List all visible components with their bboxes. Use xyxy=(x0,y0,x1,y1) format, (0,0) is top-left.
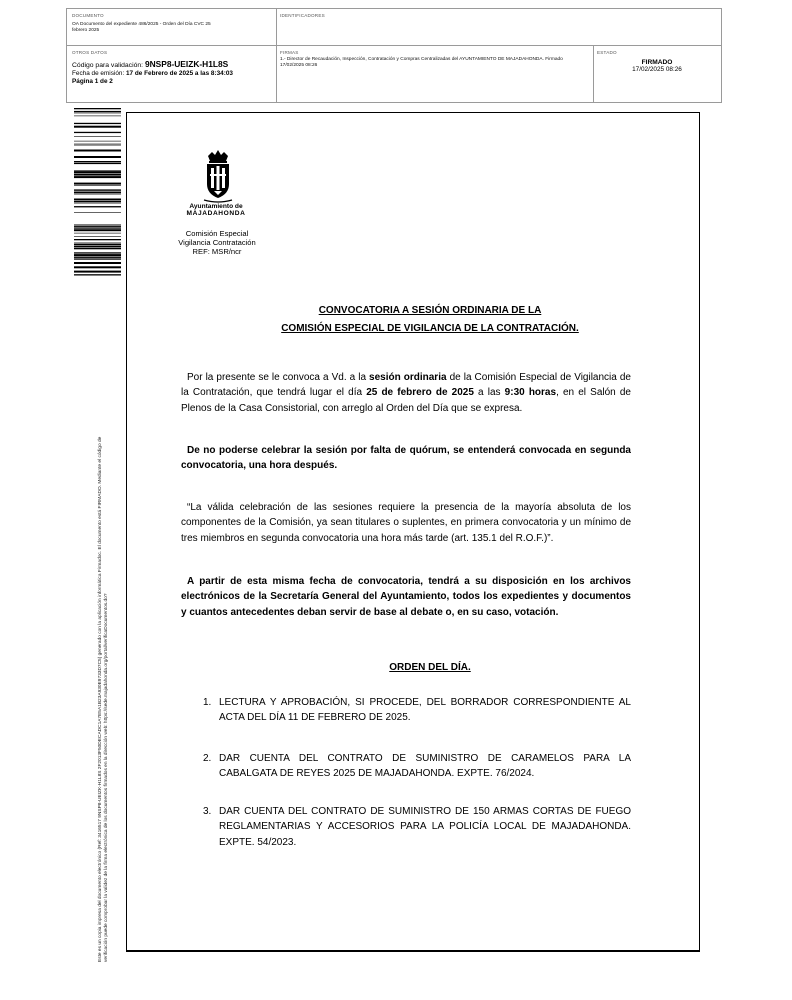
agenda-item-text: DAR CUENTA DEL CONTRATO DE SUMINISTRO DE CARAMELOS PARA LA CABALGATA DE REYES 2025 DE MAJADAHONDA. EXPTE. 76/2024. xyxy=(219,753,631,780)
paragraph-quorum: De no poderse celebrar la sesión por falta de quórum, se entenderá convocada en segunda convocatoria, una hora después. xyxy=(181,445,631,472)
fecha-value: 17 de Febrero de 2025 a las 8:34:03 xyxy=(126,70,233,77)
committee-block xyxy=(162,229,272,256)
municipality-line-2: MAJADAHONDA xyxy=(186,210,246,217)
reference-code: REF: MSR/ncr xyxy=(192,247,242,256)
agenda-item-number: 3. xyxy=(203,806,212,817)
paragraph-availability: A partir de esta misma fecha de convocatoria, tendrá a su disposición en los archivos electrónicos de la Secretaría General del Ayuntamiento, todos los expedientes y documentos y cuantos antecedentes deban servir de base al debate o, en su caso, votación. xyxy=(181,576,631,618)
paragraph-convocation: Por la presente se le convoca a Vd. a la sesión ordinaria de la Comisión Especial de Vigilancia de la Contratación, que tendrá lugar el día 25 de febrero de 2025 a las 9:30 horas, en el Salón de Plenos de la Casa Consistorial, con arreglo al Orden del Día que se expresa. xyxy=(181,372,631,414)
side-text-line-1: Este es un copia impresa del documento electrónico (Ref: 3416517 9NSP8-UEIZK-H1L8S 2F2013F50DECADC1A7E5A1B23A930E9733D7C5) generado con la aplicación informática Firmadoc. El documento está FIRMADO. Mediante el código de xyxy=(98,436,103,962)
document-title-line-2: COMISIÓN ESPECIAL DE VIGILANCIA DE LA CONTRATACIÓN. xyxy=(281,323,579,334)
codigo-value: 9NSP8-UEIZK-H1L8S xyxy=(144,59,229,69)
firmas-value: 1.- Director de Recaudación, Inspección, Contratación y Compras Centralizadas del AYUNTAMIENTO DE MAJADAHONDA. Firmado 17/02/2025 08:26 xyxy=(280,57,563,68)
estado-value: FIRMADO xyxy=(641,59,673,66)
agenda-item-text: LECTURA Y APROBACIÓN, SI PROCEDE, DEL BORRADOR CORRESPONDIENTE AL ACTA DEL DÍA 11 DE FEBRERO DE 2025. xyxy=(219,697,631,724)
otros-datos-label: OTROS DATOS xyxy=(72,50,108,55)
municipality-name xyxy=(170,203,262,217)
barcode-image xyxy=(74,108,121,276)
committee-line-1: Comisión Especial xyxy=(185,229,249,238)
firmas-label: FIRMAS xyxy=(280,50,299,55)
municipality-line-1: Ayuntamiento de xyxy=(189,203,243,210)
agenda-item-number: 2. xyxy=(203,753,212,764)
document-title-line-1: CONVOCATORIA A SESIÓN ORDINARIA DE LA xyxy=(318,305,542,316)
verification-side-text xyxy=(98,302,110,962)
committee-line-2: Vigilancia Contratación xyxy=(178,238,256,247)
estado-label: ESTADO xyxy=(597,50,617,55)
pagina-indicator: Página 1 de 2 xyxy=(72,78,113,85)
documento-value: OA Documento del expediente 486/2025 - Orden del Día CVC 25 febrero 2025 xyxy=(72,22,211,33)
identificadores-label: IDENTIFICADORES xyxy=(280,13,325,18)
estado-date: 17/02/2025 08:26 xyxy=(632,66,682,73)
agenda-item-text: DAR CUENTA DEL CONTRATO DE SUMINISTRO DE 150 ARMAS CORTAS DE FUEGO REGLAMENTARIAS Y ACCESORIOS PARA LA POLICÍA LOCAL DE MAJADAHONDA. EXPTE. 54/2023. xyxy=(219,806,631,848)
agenda-item-number: 1. xyxy=(203,697,212,708)
codigo-label: Código para validación: xyxy=(72,62,144,69)
side-text-line-2: verificación puede comprobar la validez de la firma electrónica de los documentos firmados en la dirección web: https://sede.majadahonda.org/portal/verificaDocumentos.do? xyxy=(104,593,110,962)
documento-label: DOCUMENTO xyxy=(72,13,104,18)
majadahonda-coat-of-arms-icon xyxy=(198,150,238,204)
paragraph-rof-quote: “La válida celebración de las sesiones requiere la presencia de la mayoría absoluta de los componentes de la Comisión, ya sean titulares o suplentes, en primera convocatoria y un mínimo de tres miembros en segunda convocatoria una hora más tarde (art. 135.1 del R.O.F.)”. xyxy=(181,502,631,544)
agenda-title: ORDEN DEL DÍA. xyxy=(389,662,471,673)
document-header-box xyxy=(66,8,722,103)
fecha-label: Fecha de emisión: xyxy=(72,70,125,77)
